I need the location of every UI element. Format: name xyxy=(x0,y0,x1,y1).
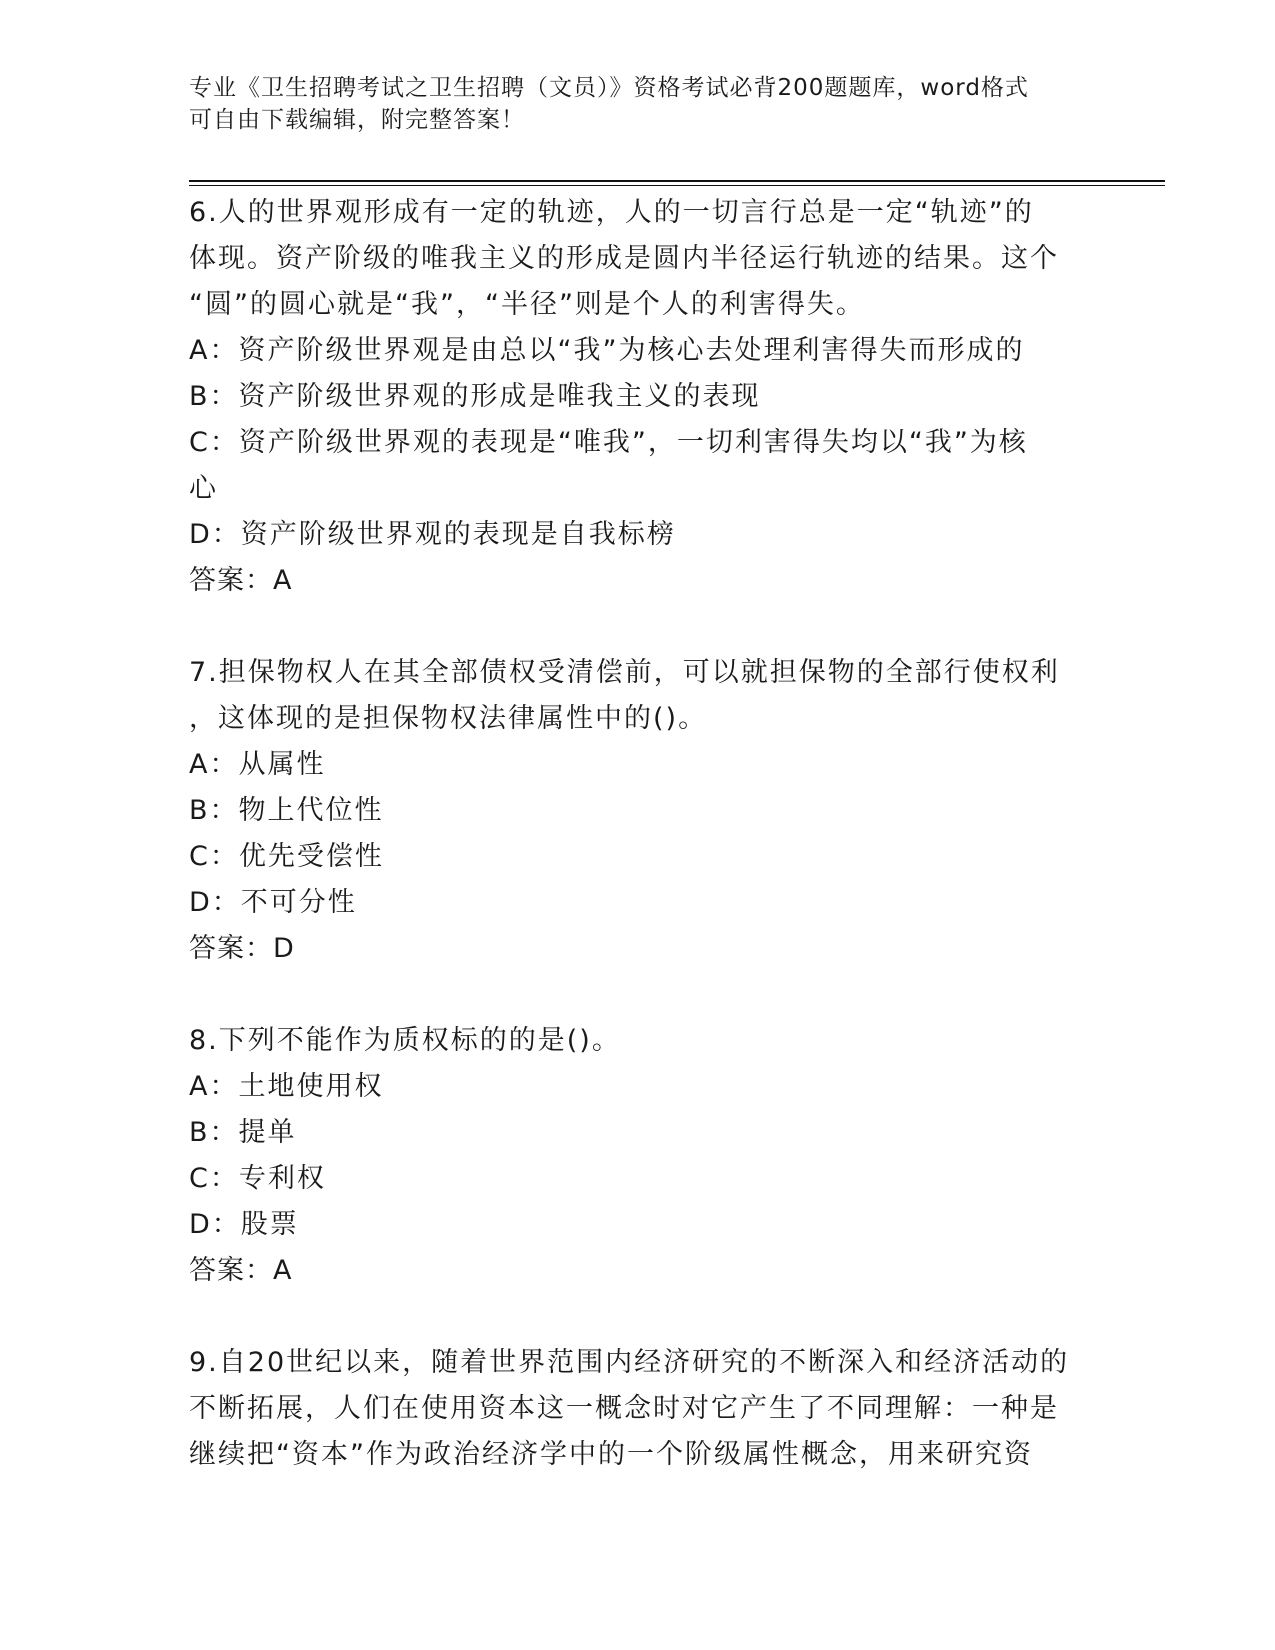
option-c: C：优先受偿性 xyxy=(189,841,384,872)
question-list xyxy=(189,190,1089,1478)
question-text-line: “圆”的圆心就是“我”，“半径”则是个人的利害得失。 xyxy=(189,289,865,320)
question-text-line: ，这体现的是担保物权法律属性中的()。 xyxy=(189,703,708,734)
question-6 xyxy=(189,190,1089,604)
header-rule-thick xyxy=(189,180,1165,182)
question-9 xyxy=(189,1340,1089,1478)
option-b: B：资产阶级世界观的形成是唯我主义的表现 xyxy=(189,381,761,412)
option-c-continued: 心 xyxy=(189,473,218,504)
question-8 xyxy=(189,1018,1089,1294)
document-header xyxy=(189,72,1089,136)
question-text-line: 8.下列不能作为质权标的的是()。 xyxy=(189,1025,621,1056)
question-text-line: 体现。资产阶级的唯我主义的形成是圆内半径运行轨迹的结果。这个 xyxy=(189,243,1059,274)
option-c: C：资产阶级世界观的表现是“唯我”，一切利害得失均以“我”为核 xyxy=(189,427,1028,458)
option-b: B：提单 xyxy=(189,1117,297,1148)
question-text-line: 继续把“资本”作为政治经济学中的一个阶级属性概念，用来研究资 xyxy=(189,1439,1033,1470)
option-a: A：资产阶级世界观是由总以“我”为核心去处理利害得失而形成的 xyxy=(189,335,1025,366)
option-d: D：不可分性 xyxy=(189,887,357,918)
spacer xyxy=(189,972,1089,1018)
answer: 答案：D xyxy=(189,933,295,964)
option-a: A：土地使用权 xyxy=(189,1071,384,1102)
answer: 答案：A xyxy=(189,565,293,596)
option-b: B：物上代位性 xyxy=(189,795,384,826)
spacer xyxy=(189,1294,1089,1340)
header-rule-thin xyxy=(189,185,1165,186)
question-text-line: 9.自20世纪以来，随着世界范围内经济研究的不断深入和经济活动的 xyxy=(189,1347,1070,1378)
spacer xyxy=(189,604,1089,650)
answer: 答案：A xyxy=(189,1255,293,1286)
question-text-line: 不断拓展，人们在使用资本这一概念时对它产生了不同理解：一种是 xyxy=(189,1393,1059,1424)
option-d: D：资产阶级世界观的表现是自我标榜 xyxy=(189,519,676,550)
question-7 xyxy=(189,650,1089,972)
option-a: A：从属性 xyxy=(189,749,326,780)
header-line-1: 专业《卫生招聘考试之卫生招聘（文员）》资格考试必背200题题库，word格式 xyxy=(189,75,1029,101)
option-c: C：专利权 xyxy=(189,1163,326,1194)
question-text-line: 7.担保物权人在其全部债权受清偿前，可以就担保物的全部行使权利 xyxy=(189,657,1060,688)
question-text-line: 6.人的世界观形成有一定的轨迹，人的一切言行总是一定“轨迹”的 xyxy=(189,197,1034,228)
header-line-2: 可自由下载编辑，附完整答案！ xyxy=(189,107,525,133)
option-d: D：股票 xyxy=(189,1209,299,1240)
